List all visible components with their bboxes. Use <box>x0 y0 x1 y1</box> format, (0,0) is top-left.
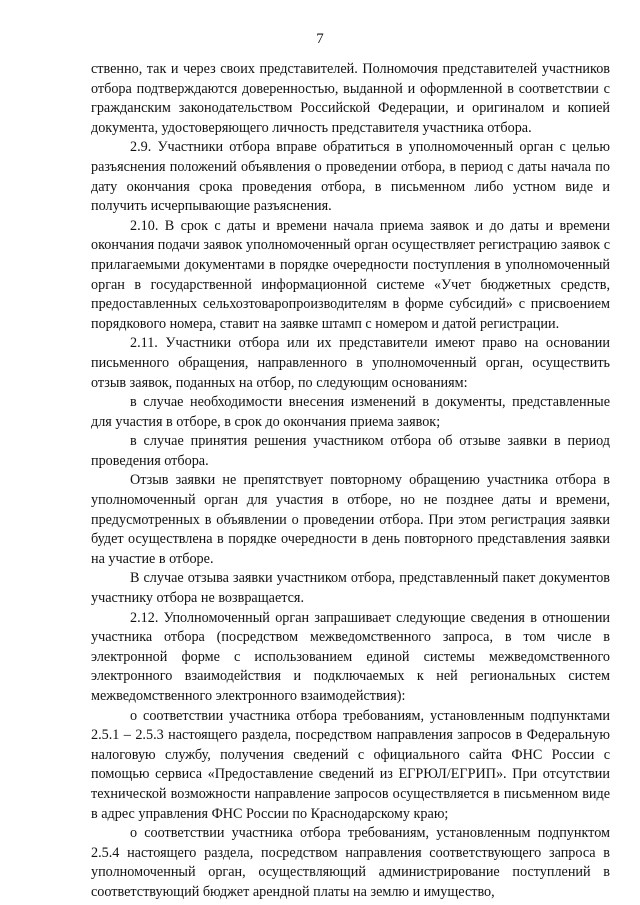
paragraph-continuation: ственно, так и через своих представителей. Полномочия представителей участников отбора подтверждаются доверенностью, выданной и оформленной в соответствии с гражданским законодательством Российской Федерации, и оригиналом и копией документа, удостоверяющего личность представителя участника отбора. <box>91 61 610 136</box>
paragraph-documents-not-returned: В случае отзыва заявки участником отбора, представленный пакет документов участнику отбора не возвращается. <box>91 570 610 607</box>
page-number: 7 <box>316 31 324 47</box>
paragraph-2-11: 2.11. Участники отбора или их представители имеют право на основании письменного обращения, направленного в уполномоченный орган, осуществить отзыв заявок, поданных на отбор, по следующим основаниям: <box>91 335 610 391</box>
paragraph-2-10: 2.10. В срок с даты и времени начала приема заявок и до даты и времени окончания подачи заявок уполномоченный орган осуществляет регистрацию заявок с прилагаемыми документами в порядке очередности поступления в уполномоченный орган в государственной информационной системе «Учет бюджетных средств, предоставленных сельхозтоваропроизводителям в форме субсидий» с присвоением порядкового номера, ставит на заявке штамп с номером и датой регистрации. <box>91 217 610 332</box>
paragraph-withdrawal-reason-decision: в случае принятия решения участником отбора об отзыве заявки в период проведения отбора. <box>91 433 610 469</box>
paragraph-fns-requests: о соответствии участника отбора требованиям, установленным подпунктами 2.5.1 – 2.5.3 настоящего раздела, посредством направления запросов в Федеральную налоговую службу, получения сведений с официального сайта ФНС России с помощью сервиса «Предоставление сведений из ЕГРЮЛ/ЕГРИП». При отсутствии технической возможности направление запросов осуществляется в письменном виде в адрес управления ФНС России по Краснодарскому краю; <box>91 707 610 822</box>
paragraph-2-9: 2.9. Участники отбора вправе обратиться в уполномоченный орган с целью разъяснения положений объявления о проведении отбора, в период с даты начала по дату окончания срока проведения отбора, в письменном либо устном виде и получить исчерпывающие разъяснения. <box>91 139 610 215</box>
document-body <box>91 60 610 903</box>
paragraph-2-12: 2.12. Уполномоченный орган запрашивает следующие сведения в отношении участника отбора (посредством межведомственного запроса, в том числе в электронной форме с использованием единой системы межведомственного электронного взаимодействия и подключаемых к ней региональных систем межведомственного электронного взаимодействия): <box>91 609 610 704</box>
paragraph-rent-requests: о соответствии участника отбора требованиям, установленным подпунктом 2.5.4 настоящего раздела, посредством направления соответствующего запроса в уполномоченный орган, осуществляющий администрирование поступлений в соответствующий бюджет арендной платы на землю и имущество, <box>91 825 610 900</box>
paragraph-withdrawal-reason-changes: в случае необходимости внесения изменений в документы, представленные для участия в отборе, в срок до окончания приема заявок; <box>91 394 610 430</box>
paragraph-withdrawal-effect: Отзыв заявки не препятствует повторному обращению участника отбора в уполномоченный орган для участия в отборе, но не позднее даты и времени, предусмотренных в объявлении о проведении отбора. При этом регистрация заявки будет осуществлена в порядке очередности в день повторного представления заявки на участие в отборе. <box>91 472 610 567</box>
